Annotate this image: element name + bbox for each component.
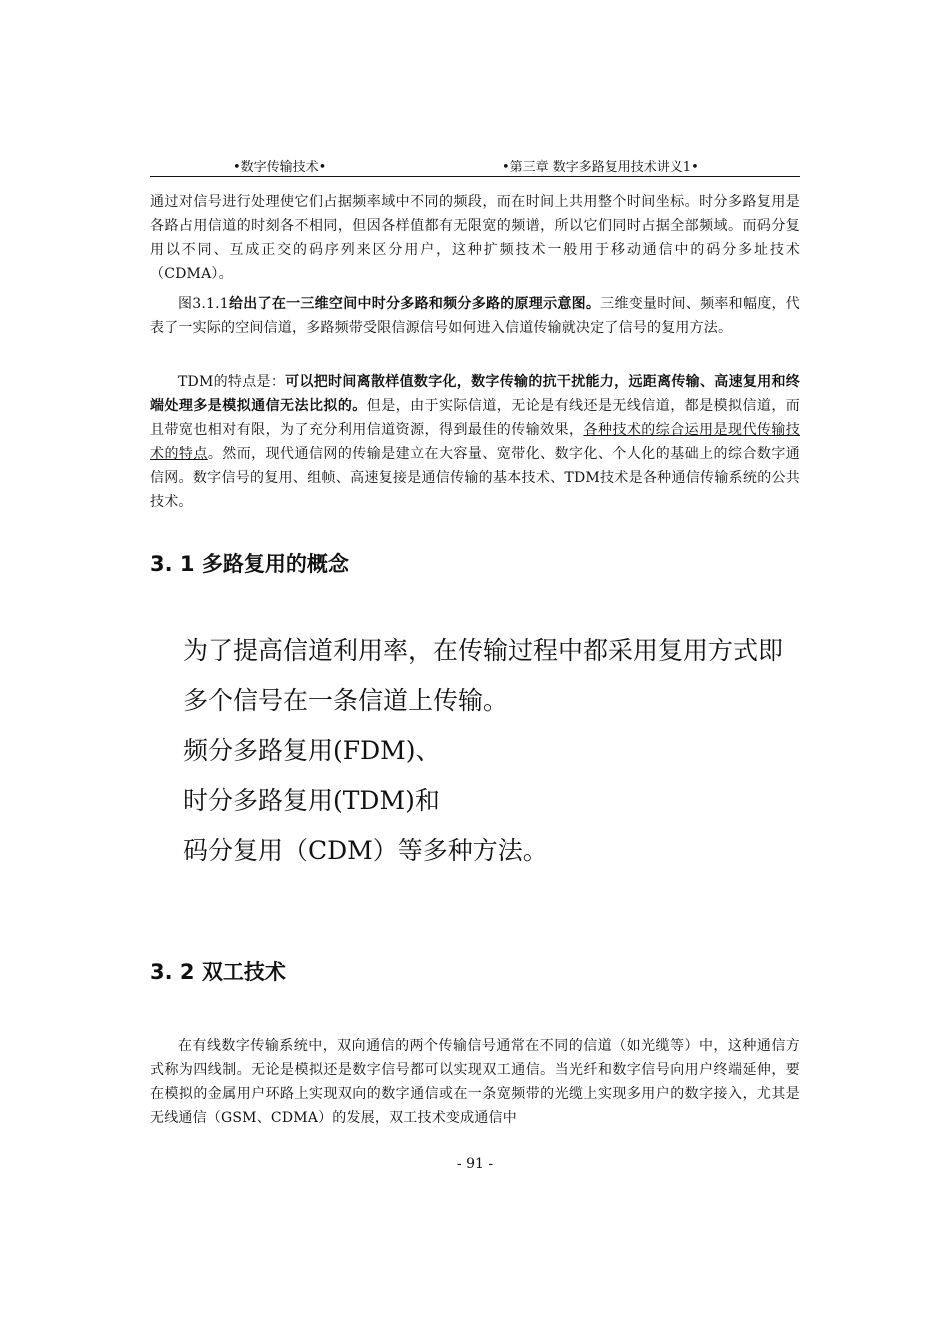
tdm-rest-text: 。然而，现代通信网的传输是建立在大容量、宽带化、数字化、个人化的基础上的综合数字通信网。数字信号的复用、组帧、高速复接是通信传输的基本技术、TDM技术是各种通信传输系统的公共技术。 (150, 446, 800, 510)
figure-reference: 图3.1.1 (178, 296, 229, 312)
section-3-1-body (183, 626, 823, 876)
figure-bold-text: 给出了在一三维空间中时分多路和频分多路的原理示意图。 (228, 296, 601, 312)
duplex-text: 在有线数字传输系统中，双向通信的两个传输信号通常在不同的信道（如光缆等）中，这种通信方式称为四线制。无论是模拟还是数字信号都可以实现双工通信。当光纤和数字信号向用户终端延伸，要在模拟的金属用户环路上实现双向的数字通信或在一条宽频带的光缆上实现多用户的数字接入，尤其是无线通信（GSM、CDMA）的发展，双工技术变成通信中 (150, 1038, 800, 1126)
tdm-paragraph (150, 370, 800, 514)
body-line: 多个信号在一条信道上传输。 (183, 686, 509, 715)
tdm-mid-text: 但是，由于实际信道，无论是有线还是无线信道，都是模拟信道，而且带宽也相对有限，为了充分利用信道资源，得到最佳的传输效果， (150, 398, 800, 438)
body-line: 时分多路复用(TDM)和 (183, 786, 440, 815)
tdm-underlined-text: 各种技术的综合运用是现代传输技术的特点 (150, 422, 800, 462)
body-line: 频分多路复用(FDM)、 (183, 736, 441, 765)
tdm-bold-text: 可以把时间离散样值数字化，数字传输的抗干扰能力，远距离传输、高速复用和终端处理多是模拟通信无法比拟的。 (150, 374, 801, 414)
page-number: - 91 - (456, 1156, 494, 1172)
section-heading-3-1: 3. 1 多路复用的概念 (150, 552, 349, 576)
header-book-title: •数字传输技术• (233, 160, 327, 175)
tdm-prefix: TDM的特点是： (178, 374, 286, 390)
intro-paragraph (150, 190, 800, 286)
body-line: 码分复用（CDM）等多种方法。 (183, 836, 548, 865)
header-chapter-title: •第三章 数字多路复用技术讲义1• (502, 160, 699, 175)
figure-paragraph (150, 292, 800, 340)
duplex-paragraph (150, 1034, 800, 1130)
running-header (150, 156, 800, 176)
intro-text: 通过对信号进行处理使它们占据频率域中不同的频段，而在时间上共用整个时间坐标。时分多路复用是各路占用信道的时刻各不相同，但因各样值都有无限宽的频谱，所以它们同时占据全部频域。而码分复用以不同、互成正交的码序列来区分用户，这种扩频技术一般用于移动通信中的码分多址技术（CDMA）。 (150, 194, 800, 282)
header-rule (150, 176, 800, 177)
section-heading-3-2: 3. 2 双工技术 (150, 960, 286, 984)
figure-rest-text: 三维变量时间、频率和幅度，代表了一实际的空间信道，多路频带受限信源信号如何进入信道传输就决定了信号的复用方法。 (150, 296, 800, 336)
body-line: 为了提高信道利用率，在传输过程中都采用复用方式即 (183, 636, 784, 665)
